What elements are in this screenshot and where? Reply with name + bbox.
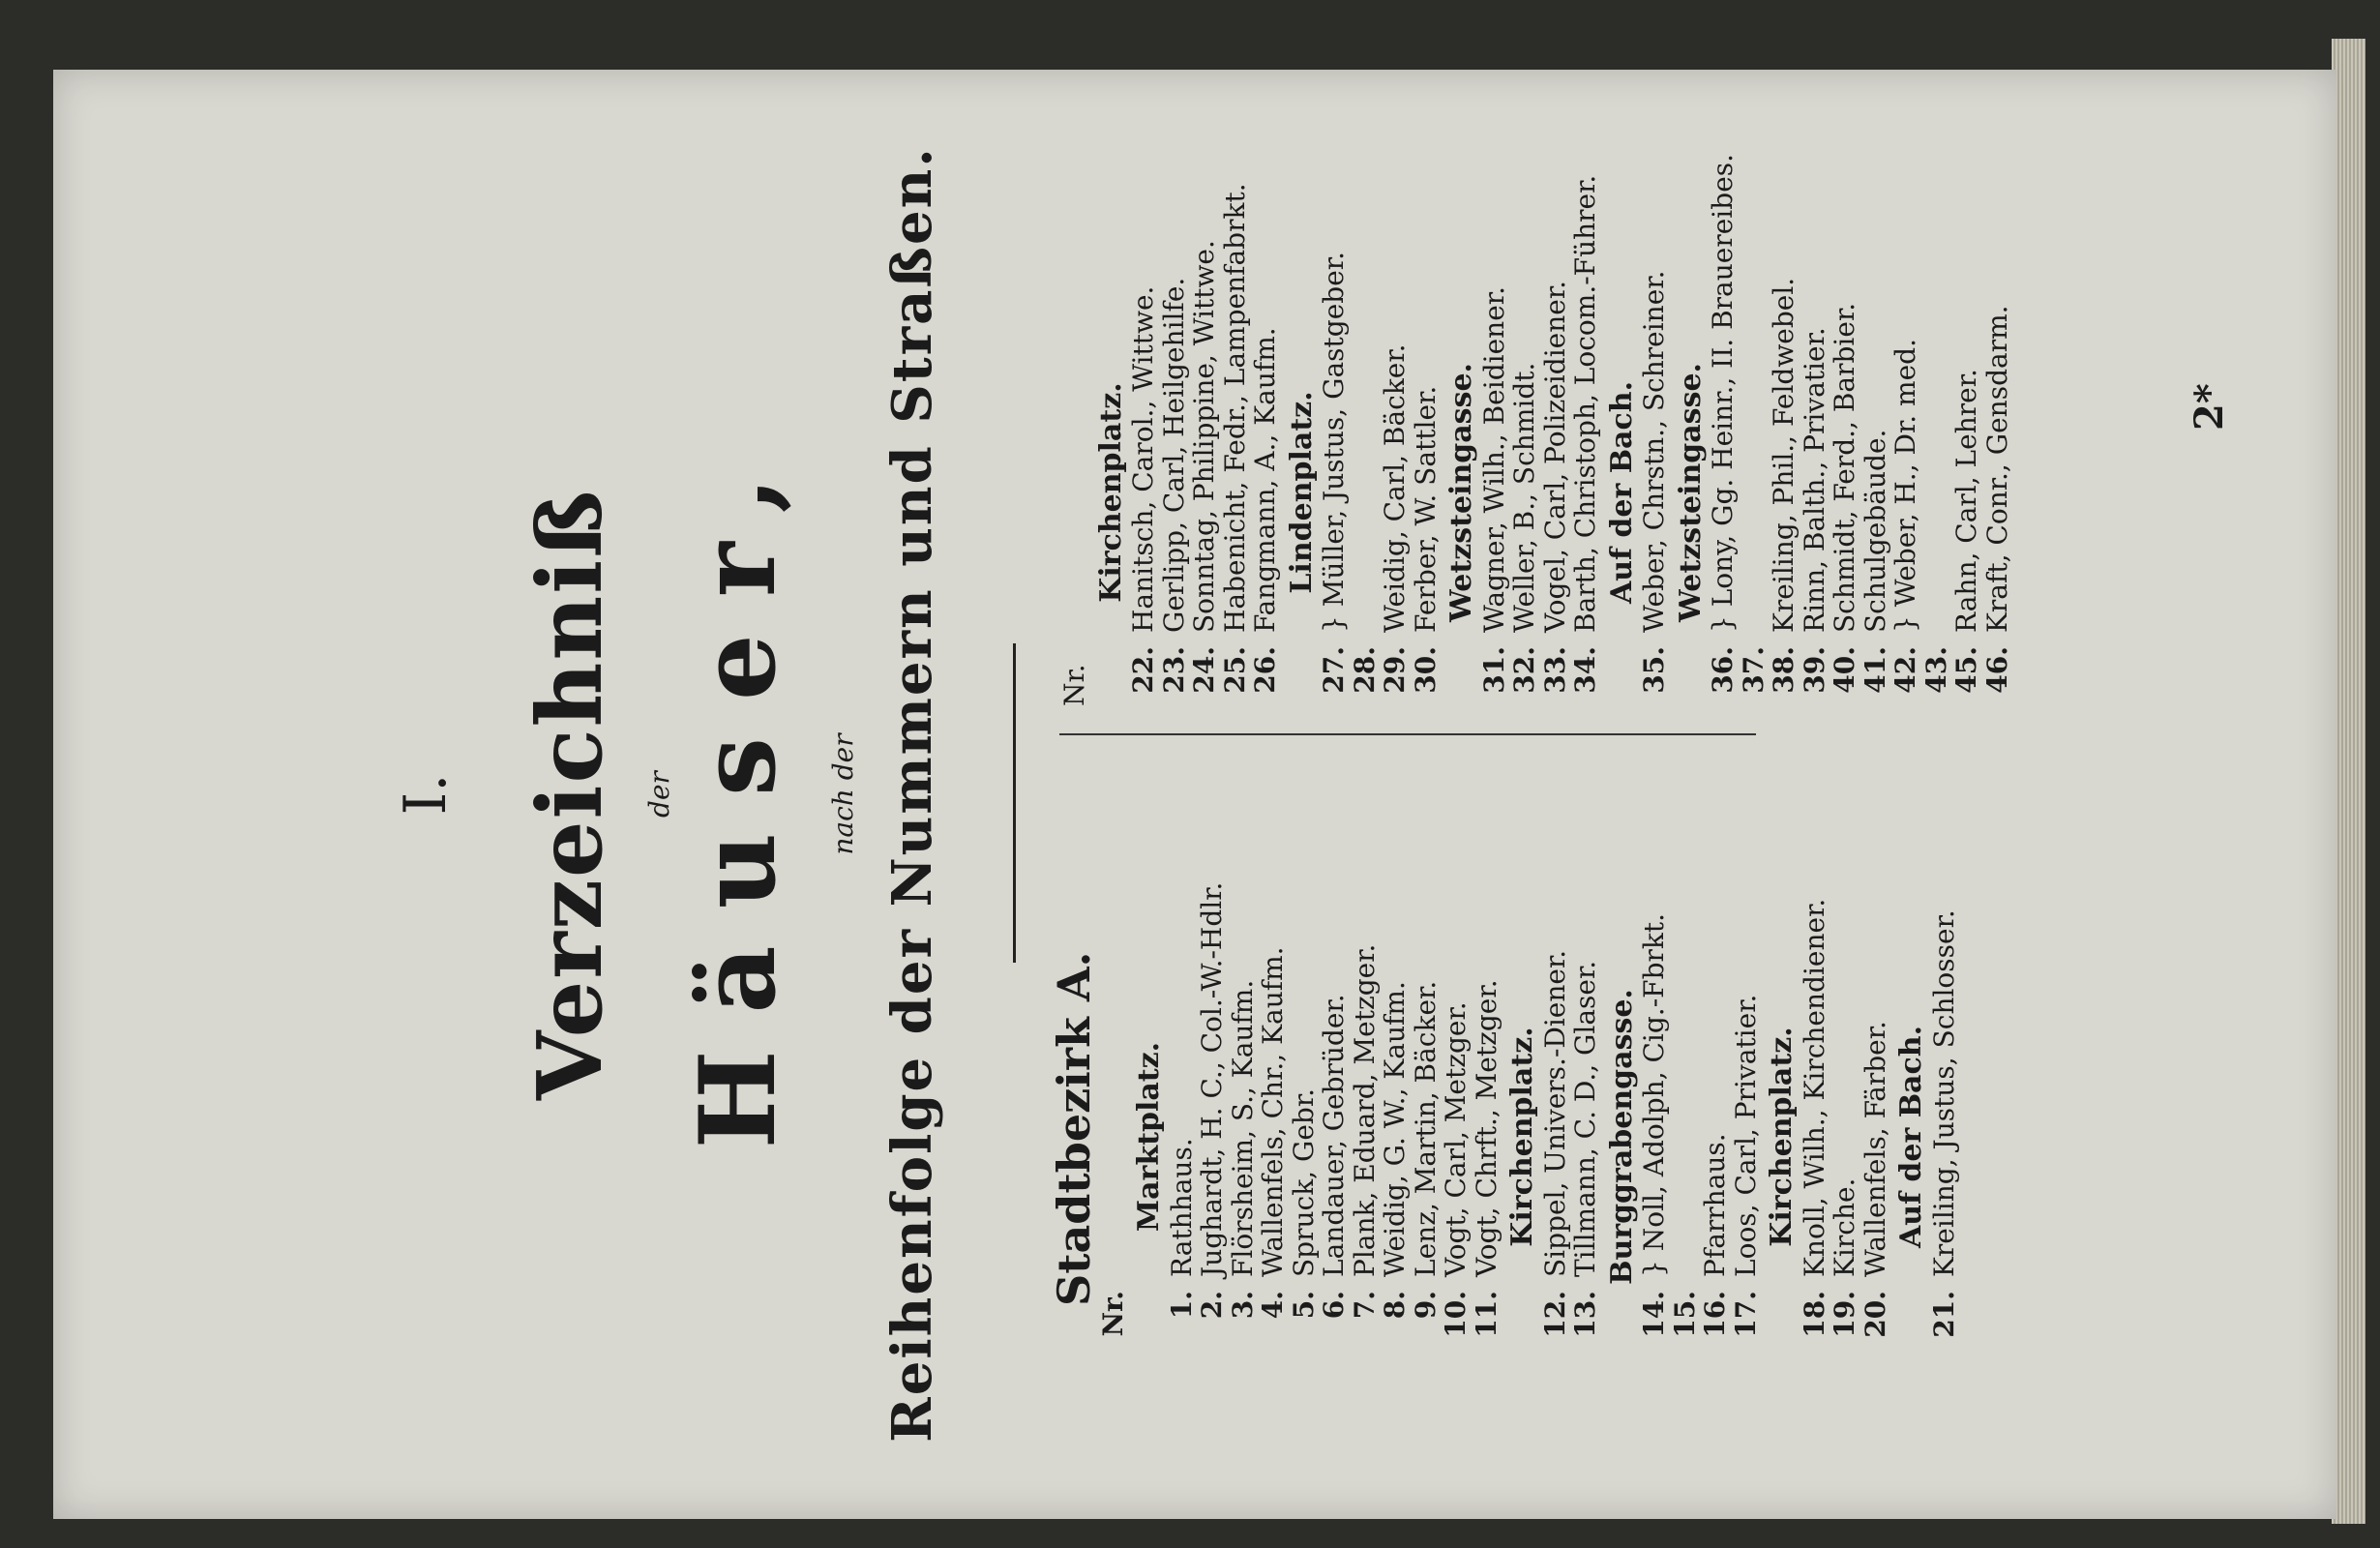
- subtitle: Reihenfolge der Nummern und Straßen.: [880, 146, 944, 1443]
- list-item: [1350, 745, 1381, 1364]
- list-item: [1479, 116, 1510, 720]
- house-number: 12.: [1538, 1291, 1571, 1338]
- house-number: 29.: [1379, 646, 1411, 694]
- house-number: 21.: [1927, 1291, 1960, 1338]
- divider-rule: [1013, 643, 1016, 963]
- list-item: [1350, 116, 1381, 720]
- house-number: 11.: [1470, 1291, 1502, 1338]
- list-item: [1982, 116, 2013, 720]
- list-item: [1700, 745, 1731, 1364]
- list-item: [1167, 745, 1198, 1364]
- resident-entry: Vogt, Carl, Metzger.: [1440, 1001, 1472, 1277]
- title-nach-der: nach der: [827, 733, 859, 855]
- resident-entry: } Weber, H., Dr. med.: [1889, 338, 1921, 633]
- resident-entry: Hanitsch, Carol., Wittwe.: [1127, 285, 1159, 633]
- house-number: 40.: [1829, 646, 1860, 694]
- list-item: [1929, 745, 1960, 1364]
- house-number: 7.: [1348, 1291, 1381, 1320]
- resident-entry: Kraft, Conr., Gensdarm.: [1980, 305, 2013, 633]
- resident-entry: Weidig, Carl, Bäcker.: [1379, 343, 1411, 633]
- page-edges: [2332, 39, 2365, 1524]
- house-number: 46.: [1980, 646, 2013, 694]
- section-heading: Kirchenplatz.: [1505, 1027, 1539, 1247]
- house-number: 45.: [1950, 646, 1982, 694]
- resident-entry: Weidig, G. W., Kaufm.: [1379, 981, 1411, 1277]
- list-item: [1800, 745, 1830, 1364]
- house-number: 35.: [1638, 646, 1670, 694]
- house-number: 42.: [1889, 646, 1921, 694]
- section-heading: Auf der Bach.: [1894, 1025, 1928, 1249]
- column-b-body: [1093, 116, 2013, 720]
- nr-label-text: Nr.: [1096, 1291, 1129, 1337]
- house-number: 13.: [1569, 1291, 1601, 1338]
- house-number: 39.: [1798, 646, 1830, 694]
- title-der: der: [643, 771, 675, 818]
- list-item: [1228, 745, 1259, 1364]
- resident-entry: Loos, Carl, Privatier.: [1729, 994, 1762, 1277]
- list-item: [1639, 745, 1670, 1364]
- list-item: [1220, 116, 1251, 720]
- section-heading: Wetzsteingasse.: [1673, 363, 1708, 622]
- rotated-page-content: [53, 70, 2336, 1519]
- list-item: [1159, 116, 1190, 720]
- resident-entry: Kreiling, Phil., Feldwebel.: [1768, 277, 1800, 633]
- house-number: 33.: [1538, 646, 1571, 694]
- resident-entry: Landauer, Gebrüder.: [1318, 994, 1350, 1277]
- list-item: [1800, 116, 1830, 720]
- house-number: 24.: [1188, 646, 1220, 694]
- house-number: 32.: [1508, 646, 1540, 694]
- resident-entry: } Müller, Justus, Gastgeber.: [1318, 252, 1350, 633]
- list-item: [1921, 116, 1952, 720]
- house-number: 43.: [1919, 646, 1952, 694]
- list-item: [1441, 745, 1472, 1364]
- house-number: 15.: [1668, 1291, 1701, 1338]
- resident-entry: Lenz, Martin, Bäcker.: [1409, 980, 1442, 1277]
- resident-entry: Wallenfels, Chr., Kaufm.: [1257, 946, 1289, 1277]
- house-number: 9.: [1409, 1291, 1442, 1320]
- house-number: 17.: [1729, 1291, 1762, 1338]
- resident-entry: Tillmann, C. D., Glaser.: [1569, 960, 1601, 1277]
- list-item: [1380, 745, 1411, 1364]
- list-item: [1830, 116, 1860, 720]
- resident-entry: Plank, Eduard, Metzger.: [1348, 943, 1381, 1277]
- resident-entry: Vogt, Chrft., Metzger.: [1470, 979, 1502, 1277]
- resident-entry: Barth, Christoph, Locom.-Führer.: [1569, 174, 1601, 633]
- resident-entry: Weller, B., Schmidt.: [1508, 362, 1540, 633]
- resident-entry: Kreiling, Justus, Schlosser.: [1927, 909, 1960, 1277]
- list-item: [1509, 116, 1540, 720]
- house-number: 37.: [1737, 646, 1770, 694]
- house-number: 18.: [1798, 1291, 1830, 1338]
- list-item: [1289, 745, 1320, 1364]
- resident-entry: Rinn, Balth., Privatier.: [1798, 327, 1830, 633]
- section-heading: Wetzsteingasse.: [1444, 363, 1478, 622]
- resident-entry: Schmidt, Ferd., Barbier.: [1829, 302, 1860, 633]
- house-number: 3.: [1226, 1291, 1259, 1320]
- section-heading: Burggrabengasse.: [1604, 989, 1639, 1285]
- list-item: [1830, 745, 1860, 1364]
- house-number: 41.: [1859, 646, 1891, 694]
- resident-entry: Flörsheim, S., Kaufm.: [1226, 979, 1259, 1277]
- list-item: [1258, 745, 1289, 1364]
- list-item: [1739, 116, 1770, 720]
- list-item: [1319, 745, 1350, 1364]
- resident-entry: Knoll, Wilh., Kirchendiener.: [1798, 898, 1830, 1277]
- resident-entry: Sonntag, Philippine, Wittwe.: [1188, 240, 1220, 633]
- list-item: [1769, 116, 1800, 720]
- section-heading: Lindenplatz.: [1284, 391, 1319, 594]
- column-b: [1058, 116, 2013, 735]
- book-page: [53, 70, 2336, 1519]
- list-item: [1731, 745, 1762, 1364]
- chapter-number: I.: [392, 773, 460, 816]
- house-number: 34.: [1569, 646, 1601, 694]
- house-number: 25.: [1218, 646, 1251, 694]
- resident-entry: Rahn, Carl, Lehrer.: [1950, 369, 1982, 633]
- section-heading: Kirchenplatz.: [1093, 382, 1128, 603]
- list-item: [1411, 745, 1442, 1364]
- resident-entry: Wagner, Wilh., Beidiener.: [1477, 286, 1510, 633]
- title-subject: Häuser,: [677, 439, 799, 1149]
- house-number: 2.: [1196, 1291, 1228, 1320]
- title: Verzeichniß: [518, 488, 622, 1101]
- column-a: [1048, 745, 1960, 1364]
- house-number: 19.: [1829, 1291, 1860, 1338]
- house-number: 31.: [1477, 646, 1510, 694]
- house-number: 30.: [1409, 646, 1442, 694]
- resident-entry: Schulgebäude.: [1859, 429, 1891, 633]
- house-number: 27.: [1318, 646, 1350, 694]
- resident-entry: Spruck, Gebr.: [1287, 1087, 1320, 1277]
- resident-entry: Weber, Chrstn., Schreiner.: [1638, 270, 1670, 633]
- house-number: 36.: [1707, 646, 1739, 694]
- resident-entry: Ferber, W. Sattler.: [1409, 385, 1442, 633]
- resident-entry: Kirche.: [1829, 1177, 1860, 1277]
- list-item: [1319, 116, 1350, 720]
- house-number: 26.: [1249, 646, 1281, 694]
- house-number: 23.: [1157, 646, 1190, 694]
- resident-entry: Vogel, Carl, Polizeidiener.: [1538, 280, 1571, 633]
- house-number: 5.: [1287, 1291, 1320, 1320]
- house-number: 4.: [1257, 1291, 1289, 1320]
- list-item: [1951, 116, 1982, 720]
- list-item: [1708, 116, 1739, 720]
- list-item: [1189, 116, 1220, 720]
- list-item: [1540, 116, 1571, 720]
- resident-entry: Rathhaus.: [1165, 1138, 1198, 1277]
- nr-label: [1098, 745, 1129, 1364]
- section-heading: Marktplatz.: [1132, 1041, 1166, 1233]
- resident-entry: Habenicht, Fedr., Lampenfabrkt.: [1218, 183, 1251, 633]
- column-a-body: [1098, 745, 1960, 1364]
- resident-entry: Fangmann, A., Kaufm.: [1249, 327, 1281, 633]
- list-item: [1670, 745, 1701, 1364]
- list-item: [1250, 116, 1281, 720]
- resident-entry: } Lony, Gg. Heinr., II. Brauereibes.: [1707, 153, 1739, 633]
- house-number: 8.: [1379, 1291, 1411, 1320]
- resident-entry: Wallenfels, Färber.: [1859, 1021, 1891, 1277]
- section-heading: Auf der Bach.: [1604, 380, 1639, 605]
- list-item: [1380, 116, 1411, 720]
- house-number: 10.: [1440, 1291, 1472, 1338]
- column-b-nr-label: Nr.: [1058, 664, 1090, 706]
- list-item: [1540, 745, 1571, 1364]
- list-item: [1639, 116, 1670, 720]
- resident-entry: Sippel, Univers.-Diener.: [1538, 949, 1571, 1277]
- list-item: [1570, 745, 1601, 1364]
- list-item: [1860, 745, 1891, 1364]
- house-number: 1.: [1165, 1291, 1198, 1320]
- house-number: 6.: [1318, 1291, 1350, 1320]
- house-number: 14.: [1638, 1291, 1670, 1338]
- resident-entry: Pfarrhaus.: [1699, 1133, 1731, 1277]
- list-item: [1890, 116, 1921, 720]
- resident-entry: } Noll, Adolph, Cig.-Fbrkt.: [1638, 912, 1670, 1277]
- list-item: [1860, 116, 1891, 720]
- page-number: 2*: [2187, 383, 2232, 431]
- house-number: 28.: [1348, 646, 1381, 694]
- house-number: 38.: [1768, 646, 1800, 694]
- list-item: [1472, 745, 1502, 1364]
- list-item: [1197, 745, 1228, 1364]
- list-item: [1411, 116, 1442, 720]
- resident-entry: Jughardt, H. C., Col.-W.-Hdlr.: [1196, 881, 1228, 1277]
- section-heading: Kirchenplatz.: [1765, 1027, 1799, 1247]
- district-heading: Stadtbezirk A.: [1048, 951, 1100, 1306]
- house-number: 20.: [1859, 1291, 1891, 1338]
- house-number: 22.: [1127, 646, 1159, 694]
- list-item: [1570, 116, 1601, 720]
- house-number: 16.: [1699, 1291, 1731, 1338]
- list-item: [1128, 116, 1159, 720]
- resident-entry: Gerlipp, Carl, Heilgehilfe.: [1157, 277, 1190, 633]
